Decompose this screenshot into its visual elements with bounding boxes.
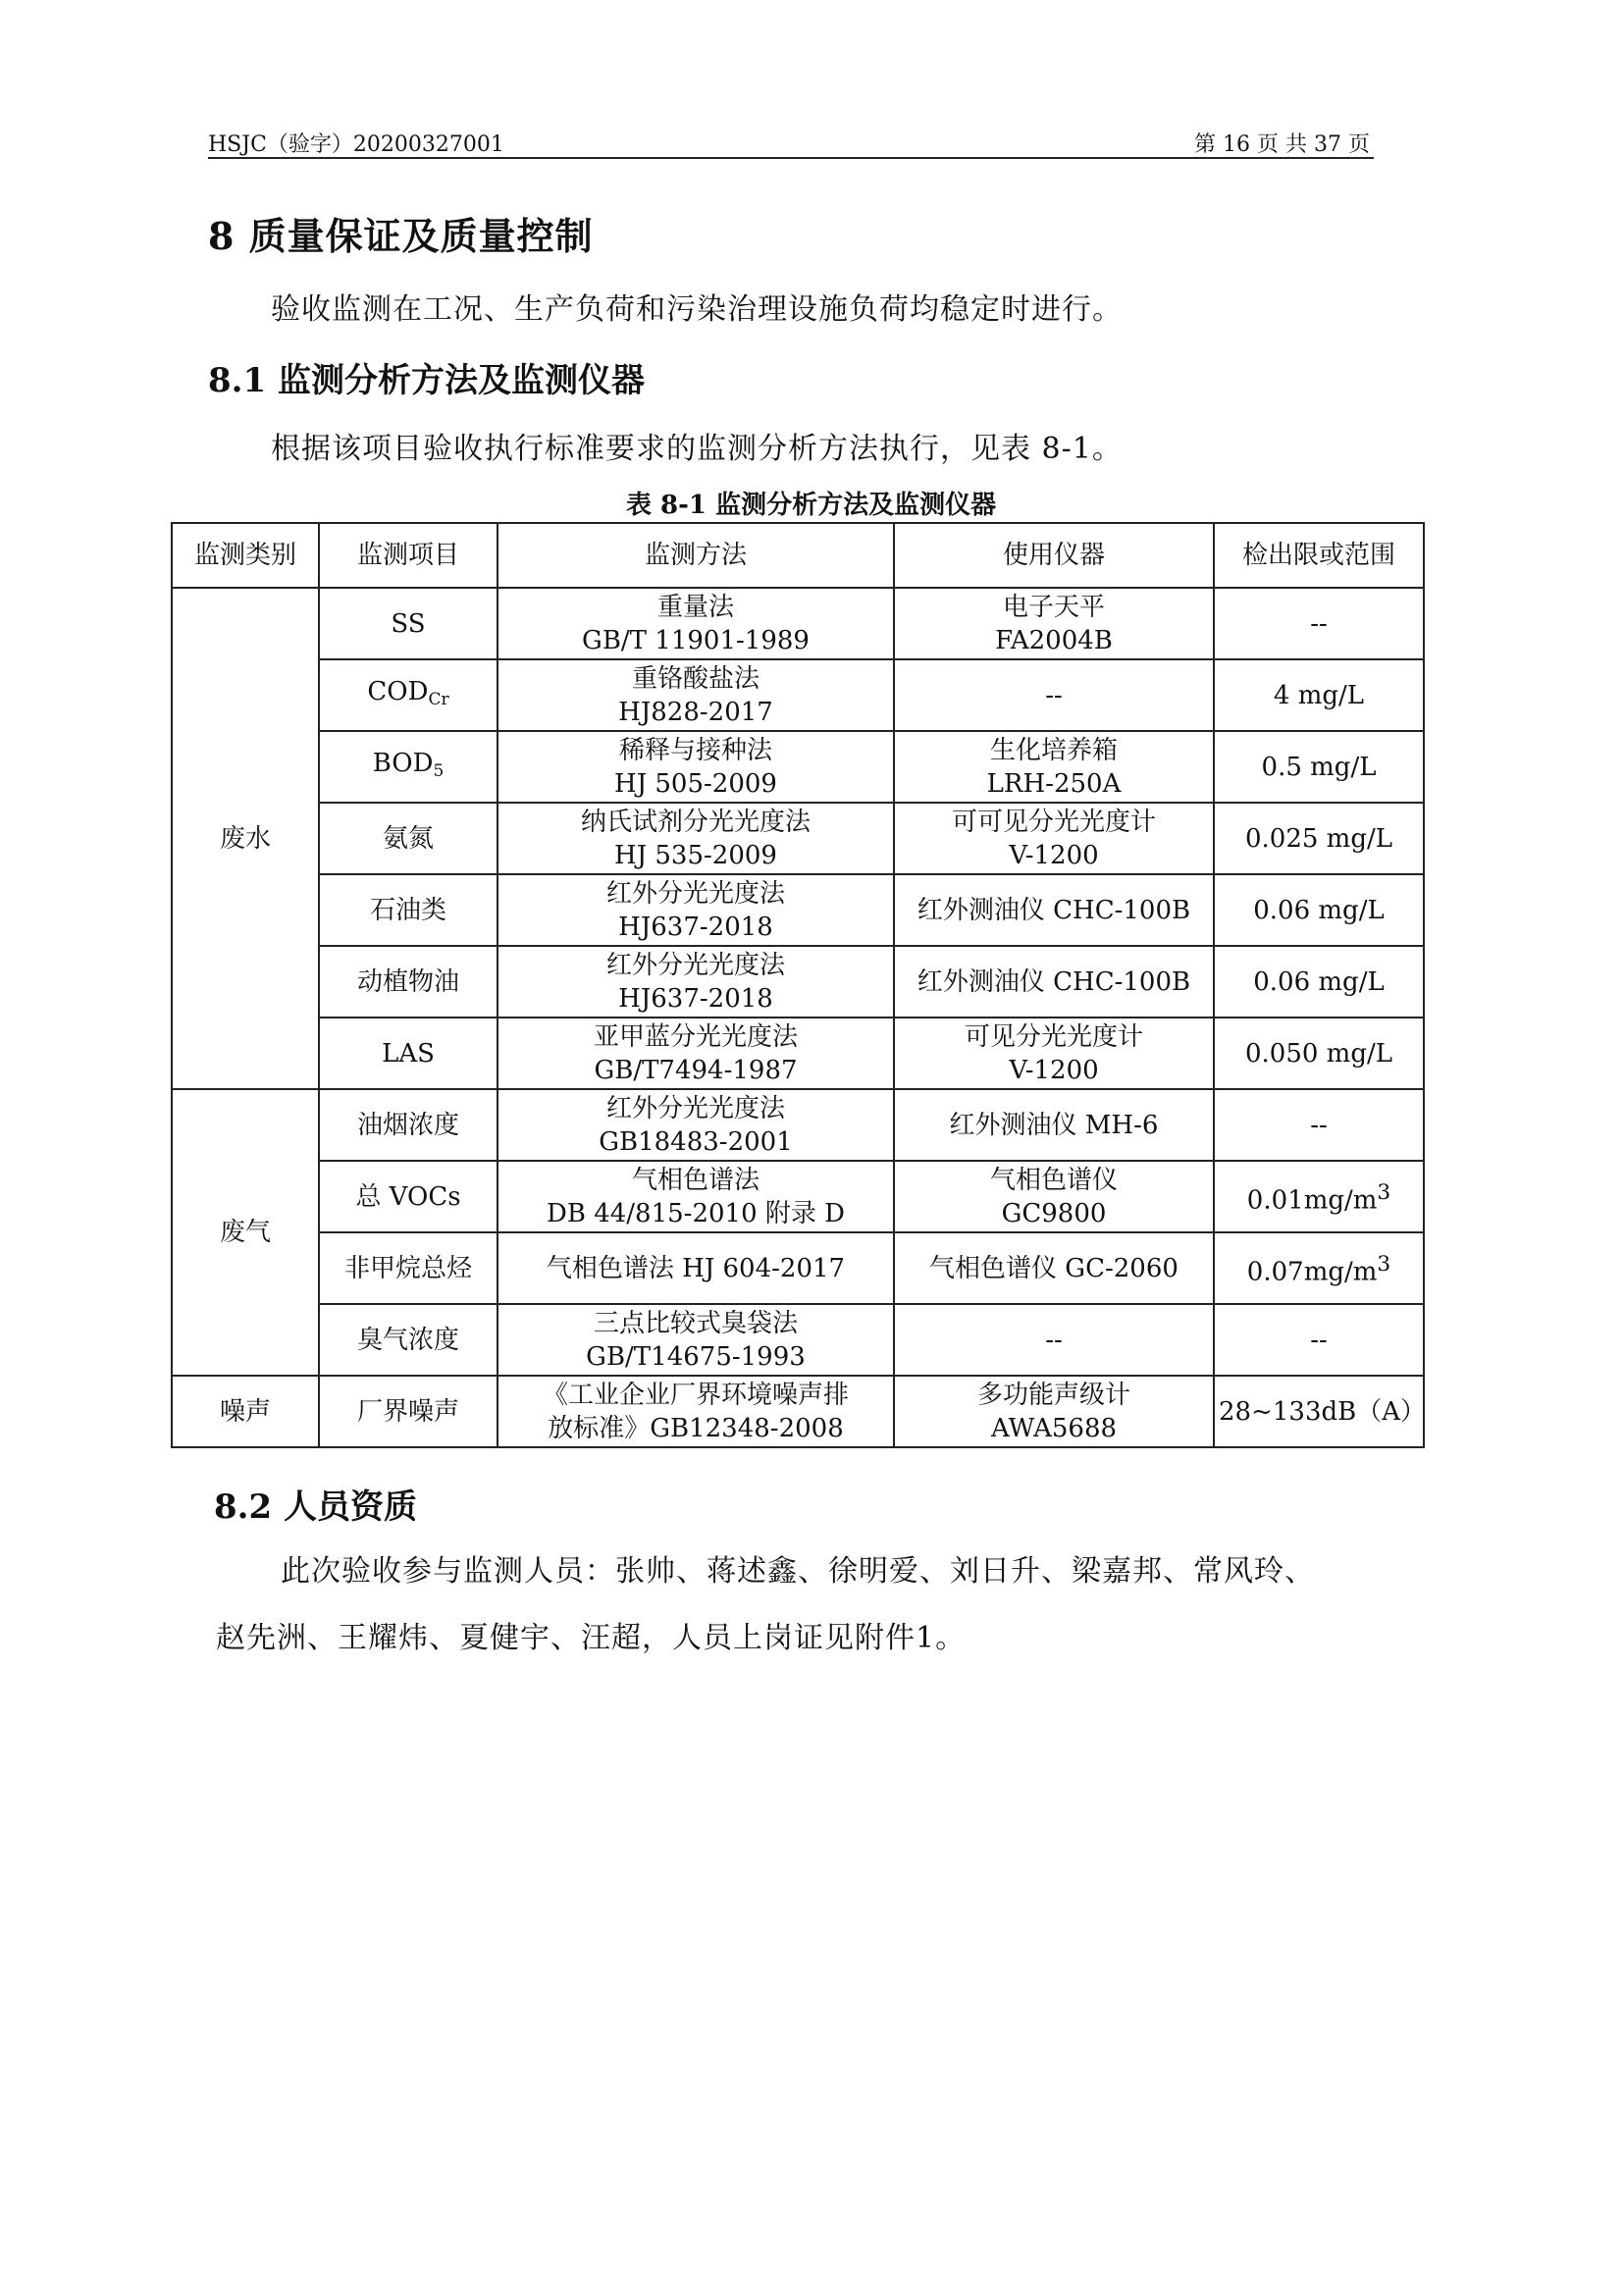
limit-cell: -- — [1214, 1304, 1424, 1376]
table-row — [172, 1089, 1424, 1161]
item-cell: 厂界噪声 — [319, 1376, 497, 1447]
instrument-cell: 可见分光光度计 V-1200 — [894, 1018, 1214, 1089]
item-cell: 臭气浓度 — [319, 1304, 497, 1376]
category-cell: 废水 — [172, 588, 319, 1089]
section-8-title: 8 质量保证及质量控制 — [208, 214, 594, 258]
table-row — [172, 874, 1424, 946]
limit-cell: 28~133dB（A） — [1214, 1376, 1424, 1447]
item-cell: 总 VOCs — [319, 1161, 497, 1232]
instrument-cell: -- — [894, 659, 1214, 731]
doc-number: HSJC（验字）20200327001 — [208, 132, 504, 157]
limit-cell: 0.06 mg/L — [1214, 874, 1424, 946]
item-cell: 油烟浓度 — [319, 1089, 497, 1161]
limit-cell: -- — [1214, 1089, 1424, 1161]
section-8-1-title: 8.1 监测分析方法及监测仪器 — [208, 361, 645, 400]
table-row — [172, 1232, 1424, 1304]
category-cell: 废气 — [172, 1089, 319, 1376]
method-cell: 气相色谱法 HJ 604-2017 — [497, 1232, 894, 1304]
table-row — [172, 1304, 1424, 1376]
method-cell: 亚甲蓝分光光度法 GB/T7494-1987 — [497, 1018, 894, 1089]
method-cell: 三点比较式臭袋法 GB/T14675-1993 — [497, 1304, 894, 1376]
method-cell: 红外分光光度法 GB18483-2001 — [497, 1089, 894, 1161]
table-row — [172, 1018, 1424, 1089]
item-cell: 非甲烷总烃 — [319, 1232, 497, 1304]
table-row — [172, 588, 1424, 659]
instrument-cell: 可可见分光光度计 V-1200 — [894, 803, 1214, 874]
item-cell: 动植物油 — [319, 946, 497, 1018]
instrument-cell: 气相色谱仪 GC-2060 — [894, 1232, 1214, 1304]
instrument-cell: 电子天平 FA2004B — [894, 588, 1214, 659]
instrument-cell: 红外测油仪 CHC-100B — [894, 946, 1214, 1018]
method-cell: 《工业企业厂界环境噪声排 放标准》GB12348-2008 — [497, 1376, 894, 1447]
limit-cell: 0.025 mg/L — [1214, 803, 1424, 874]
table-row — [172, 803, 1424, 874]
table-row — [172, 1161, 1424, 1232]
header-method: 监测方法 — [497, 523, 894, 588]
limit-cell: $0.01mg/m^3$ — [1214, 1161, 1424, 1232]
table-row — [172, 731, 1424, 803]
method-cell: 重铬酸盐法 HJ828-2017 — [497, 659, 894, 731]
item-cell: $BOD_5$ — [319, 731, 497, 803]
item-cell: 氨氮 — [319, 803, 497, 874]
category-cell: 噪声 — [172, 1376, 319, 1447]
method-cell: 红外分光光度法 HJ637-2018 — [497, 946, 894, 1018]
limit-cell: -- — [1214, 588, 1424, 659]
method-cell: 气相色谱法 DB 44/815-2010 附录 D — [497, 1161, 894, 1232]
instrument-cell: 气相色谱仪 GC9800 — [894, 1161, 1214, 1232]
table-row — [172, 659, 1424, 731]
header-item: 监测项目 — [319, 523, 497, 588]
item-cell: $COD_{Cr}$ — [319, 659, 497, 731]
header-rule — [208, 157, 1374, 159]
instrument-cell: 红外测油仪 CHC-100B — [894, 874, 1214, 946]
method-cell: 纳氏试剂分光光度法 HJ 535-2009 — [497, 803, 894, 874]
table-row — [172, 1376, 1424, 1447]
method-cell: 重量法 GB/T 11901-1989 — [497, 588, 894, 659]
section-8-2-title: 8.2 人员资质 — [214, 1487, 417, 1527]
instrument-cell: -- — [894, 1304, 1214, 1376]
method-cell: 红外分光光度法 HJ637-2018 — [497, 874, 894, 946]
monitoring-methods-table — [171, 522, 1425, 1448]
personnel-line-2: 赵先洲、王耀炜、夏健宇、汪超，人员上岗证见附件1。 — [216, 1621, 967, 1655]
personnel-line-1: 此次验收参与监测人员：张帅、蒋述鑫、徐明爱、刘日升、梁嘉邦、常风玲、 — [281, 1554, 1315, 1589]
section-8-1-intro: 根据该项目验收执行标准要求的监测分析方法执行，见表 8-1。 — [271, 432, 1123, 466]
item-cell: LAS — [319, 1018, 497, 1089]
instrument-cell: 生化培养箱 LRH-250A — [894, 731, 1214, 803]
table-row — [172, 946, 1424, 1018]
header-instrument: 使用仪器 — [894, 523, 1214, 588]
table-header-row — [172, 523, 1424, 588]
section-8-intro: 验收监测在工况、生产负荷和污染治理设施负荷均稳定时进行。 — [271, 292, 1123, 327]
method-cell: 稀释与接种法 HJ 505-2009 — [497, 731, 894, 803]
limit-cell: 4 mg/L — [1214, 659, 1424, 731]
item-cell: 石油类 — [319, 874, 497, 946]
instrument-cell: 多功能声级计 AWA5688 — [894, 1376, 1214, 1447]
limit-cell: 0.06 mg/L — [1214, 946, 1424, 1018]
limit-cell: $0.07mg/m^3$ — [1214, 1232, 1424, 1304]
header-limit: 检出限或范围 — [1214, 523, 1424, 588]
limit-cell: 0.050 mg/L — [1214, 1018, 1424, 1089]
limit-cell: 0.5 mg/L — [1214, 731, 1424, 803]
table-caption: 表 8-1 监测分析方法及监测仪器 — [626, 491, 997, 520]
header-category: 监测类别 — [172, 523, 319, 588]
item-cell: SS — [319, 588, 497, 659]
page-number: 第 16 页 共 37 页 — [1194, 132, 1370, 157]
instrument-cell: 红外测油仪 MH-6 — [894, 1089, 1214, 1161]
